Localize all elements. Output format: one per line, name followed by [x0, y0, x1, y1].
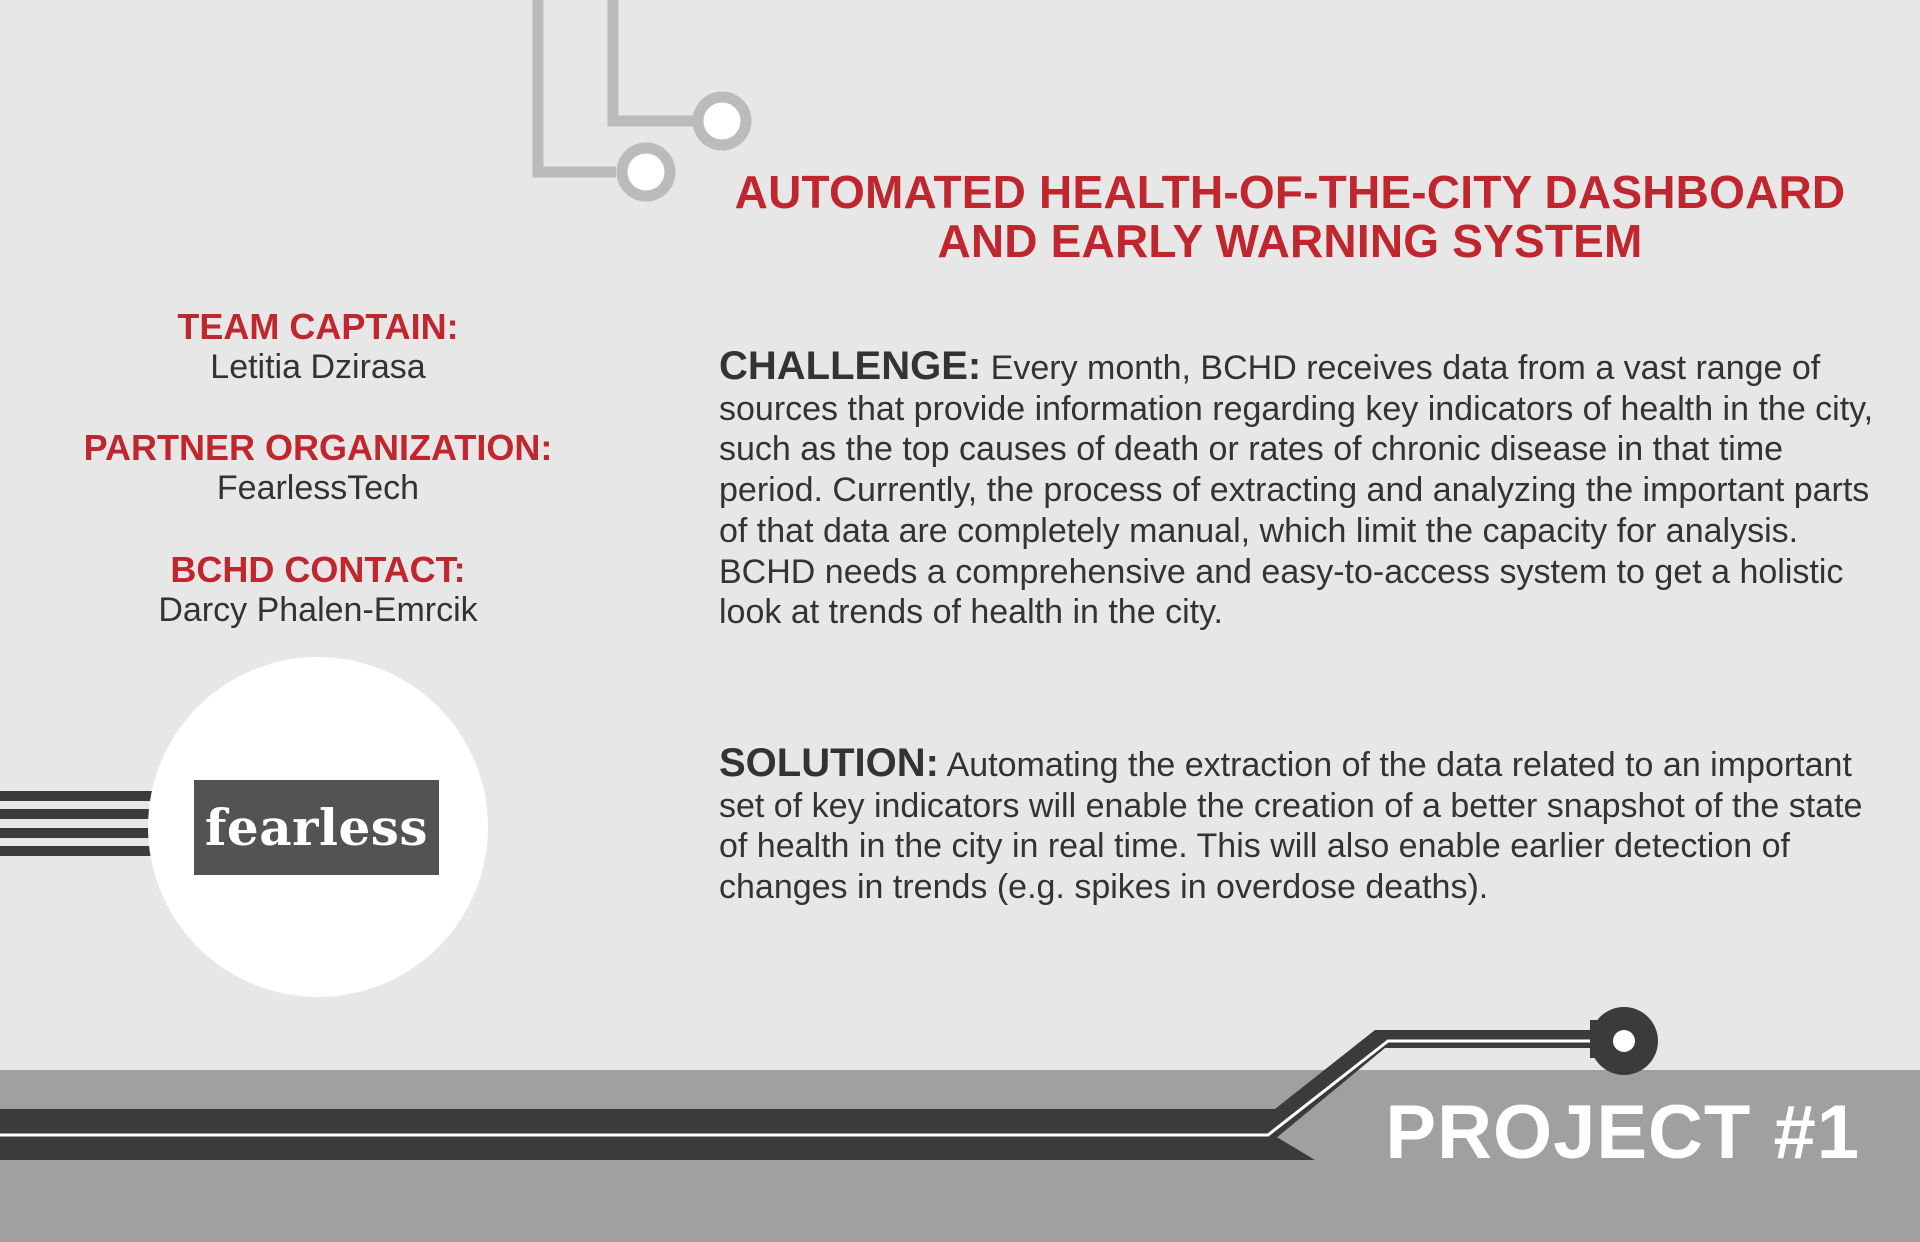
fearless-logo-text: fearless	[204, 797, 429, 857]
circuit-trace-top-outer	[538, 0, 616, 172]
circuit-node-bottom-center	[1613, 1030, 1635, 1052]
partner-organization-value: FearlessTech	[216, 469, 420, 507]
solution-label: SOLUTION:	[719, 741, 939, 785]
project-title-line-1: AUTOMATED HEALTH-OF-THE-CITY DASHBOARD	[734, 166, 1846, 218]
bchd-contact-label: BCHD CONTACT:	[170, 549, 466, 590]
circuit-trace-bottom-lower	[0, 1136, 1315, 1160]
challenge-paragraph	[719, 346, 1879, 633]
circuit-node-top-lower	[622, 148, 670, 196]
challenge-text: Every month, BCHD receives data from a vast range of sources that provide information regarding key indicators of health in the city, such as the top causes of death or rates of chronic disease in that time period. Currently, the process of extracting and analyzing the important parts of that data are completely manual, which limit the capacity for analysis. BCHD needs a comprehensive and easy-to-access system to get a holistic look at trends of health in the city.	[719, 349, 1874, 632]
team-captain-block	[40, 307, 596, 387]
partner-organization-block	[40, 428, 596, 508]
bchd-contact-value: Darcy Phalen-Emrcik	[158, 591, 478, 629]
circuit-node-top-upper	[698, 97, 746, 145]
solution-paragraph	[719, 743, 1879, 908]
project-number-label: PROJECT #1	[1385, 1090, 1860, 1175]
challenge-label: CHALLENGE:	[719, 344, 982, 388]
project-title-line-2: AND EARLY WARNING SYSTEM	[937, 215, 1643, 267]
team-captain-value: Letitia Dzirasa	[210, 348, 426, 386]
bchd-contact-block	[40, 550, 596, 630]
circuit-trace-top-inner	[613, 0, 698, 121]
partner-organization-label: PARTNER ORGANIZATION:	[83, 427, 553, 468]
solution-text: Automating the extraction of the data related to an important set of key indicators will enable the creation of a better snapshot of the state of health in the city in real time. This will also enable earlier detection of changes in trends (e.g. spikes in overdose deaths).	[719, 746, 1863, 907]
fearless-logo	[194, 780, 439, 875]
project-title	[690, 168, 1890, 266]
team-captain-label: TEAM CAPTAIN:	[177, 306, 459, 347]
